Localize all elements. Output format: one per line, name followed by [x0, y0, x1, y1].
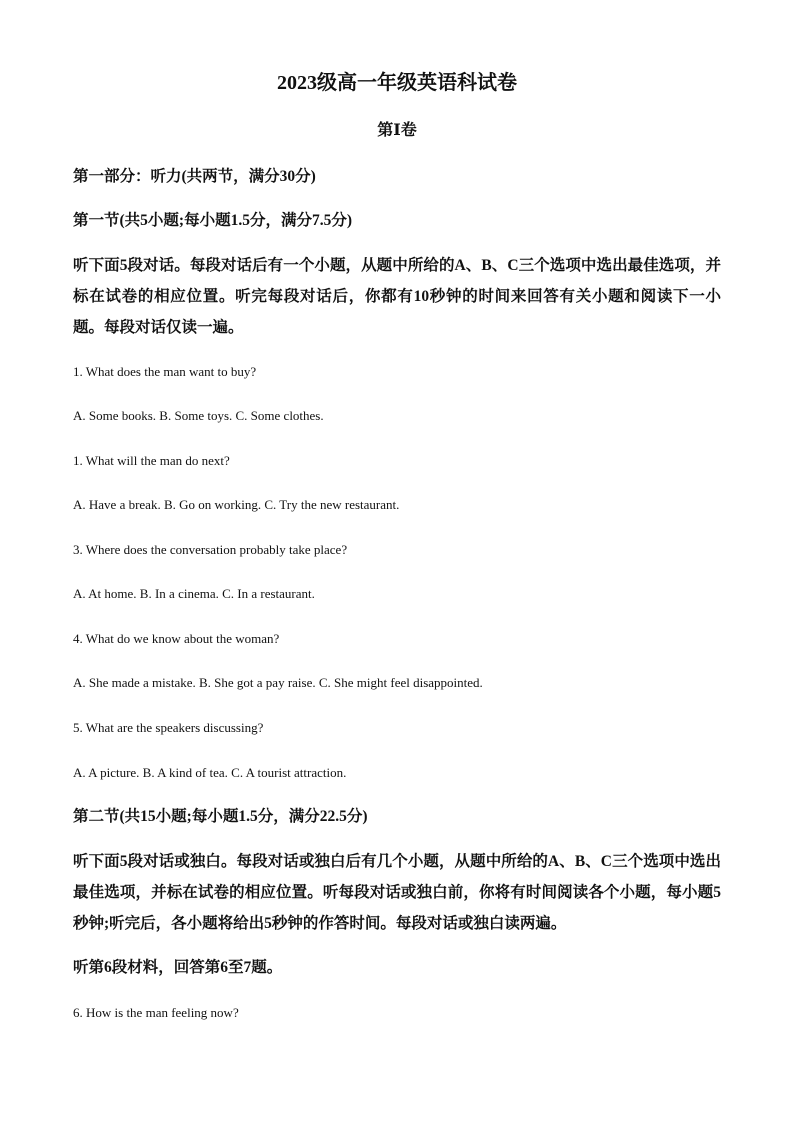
question-5-stem: 5. What are the speakers discussing?: [73, 720, 264, 735]
exam-title: 2023级高一年级英语科试卷: [277, 72, 517, 94]
section2-instructions: 听下面5段对话或独白。每段对话或独白后有几个小题，从题中所给的A、B、C三个选项中选出最佳选项，并标在试卷的相应位置。听每段对话或独白前，你将有时间阅读各个小题，每小题5秒钟;听完后，各小题将给出5秒钟的作答时间。每段对话或独白读两遍。: [73, 853, 721, 932]
question-4-stem: 4. What do we know about the woman?: [73, 631, 280, 646]
section1-heading: 第一节(共5小题;每小题1.5分，满分7.5分): [73, 212, 352, 229]
question-2-options: A. Have a break. B. Go on working. C. Try the new restaurant.: [73, 497, 400, 512]
section2-heading: 第二节(共15小题;每小题1.5分，满分22.5分): [73, 808, 368, 825]
section1-instructions: 听下面5段对话。每段对话后有一个小题，从题中所给的A、B、C三个选项中选出最佳选项，并标在试卷的相应位置。听完每段对话后，你都有10秒钟的时间来回答有关小题和阅读下一小题。每段对话仅读一遍。: [73, 257, 721, 336]
question-4-options: A. She made a mistake. B. She got a pay raise. C. She might feel disappointed.: [73, 675, 483, 690]
question-5-options: A. A picture. B. A kind of tea. C. A tourist attraction.: [73, 765, 347, 780]
part1-heading: 第一部分：听力(共两节，满分30分): [73, 168, 316, 185]
volume-label: 第Ⅰ卷: [377, 122, 417, 139]
question-6-stem: 6. How is the man feeling now?: [73, 1005, 239, 1020]
material-6-heading: 听第6段材料，回答第6至7题。: [73, 959, 283, 976]
question-1-options: A. Some books. B. Some toys. C. Some clothes.: [73, 408, 324, 423]
question-1-stem: 1. What does the man want to buy?: [73, 364, 257, 379]
question-3-stem: 3. Where does the conversation probably take place?: [73, 542, 348, 557]
question-3-options: A. At home. B. In a cinema. C. In a restaurant.: [73, 586, 315, 601]
question-2-stem: 1. What will the man do next?: [73, 453, 230, 468]
